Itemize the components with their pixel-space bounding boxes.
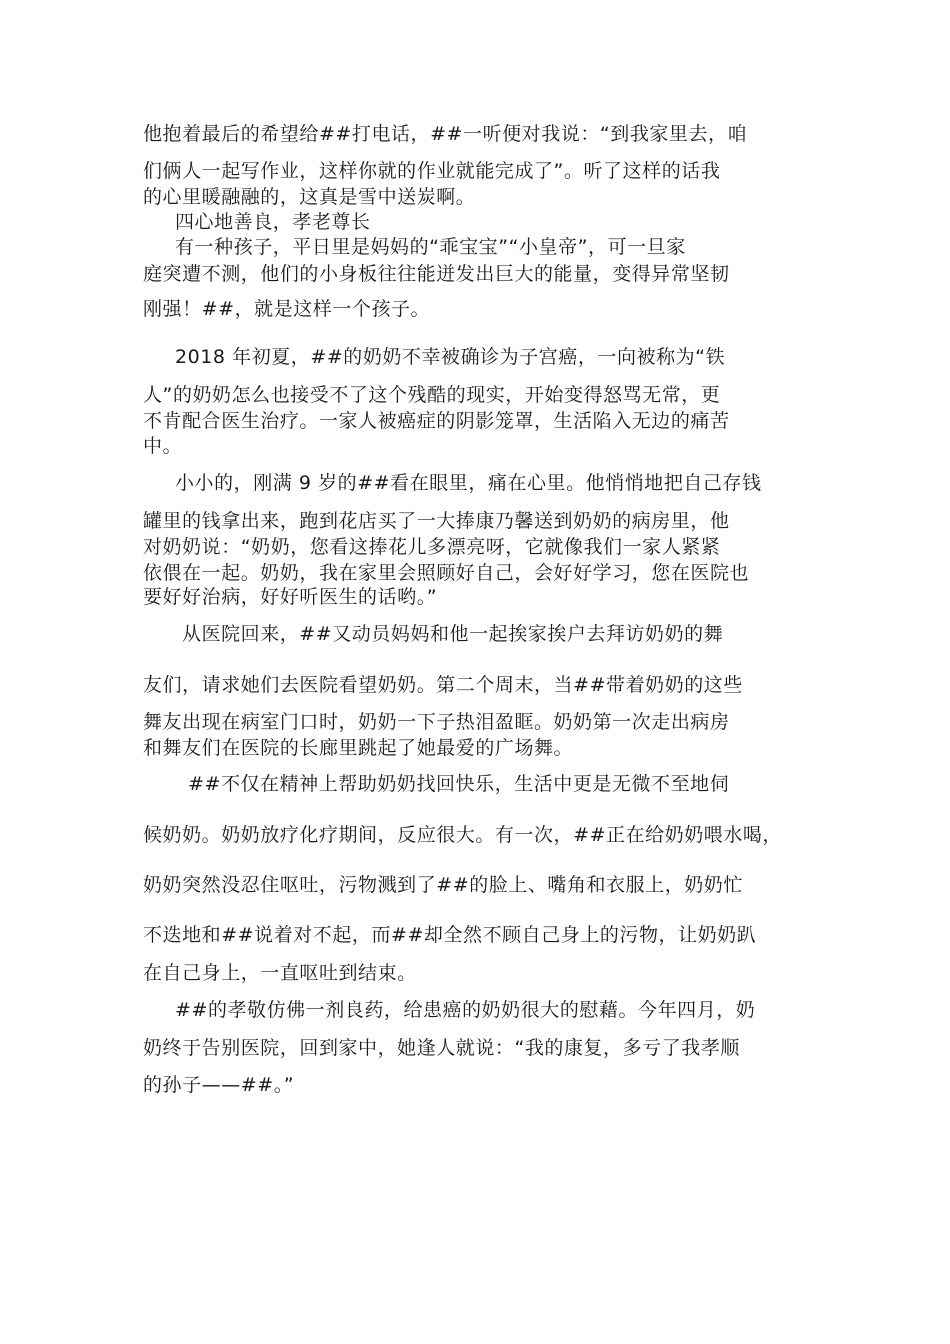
text-line: 中。 — [143, 435, 183, 457]
text-line: 候奶奶。奶奶放疗化疗期间，反应很大。有一次，##正在给奶奶喂水喝， — [143, 824, 782, 846]
text-line: 刚强！##，就是这样一个孩子。 — [143, 298, 431, 320]
text-line: 对奶奶说：“奶奶，您看这捧花儿多漂亮呀，它就像我们一家人紧紧 — [143, 536, 721, 558]
text-line: 舞友出现在病室门口时，奶奶一下子热泪盈眶。奶奶第一次走出病房 — [143, 711, 730, 733]
text-line: 小小的，刚满 9 岁的##看在眼里，痛在心里。他悄悄地把自己存钱 — [175, 472, 762, 494]
text-line: 2018 年初夏，##的奶奶不幸被确诊为子宫癌，一向被称为“铁 — [175, 346, 726, 368]
text-line: 和舞友们在医院的长廊里跳起了她最爱的广场舞。 — [143, 737, 574, 759]
text-line: 的心里暖融融的，这真是雪中送炭啊。 — [143, 186, 476, 208]
text-line: 的孙子——##。” — [143, 1074, 295, 1096]
text-line: ##的孝敬仿佛一剂良药，给患癌的奶奶很大的慰藉。今年四月，奶 — [175, 999, 756, 1021]
text-line: 他抱着最后的希望给##打电话，##一听便对我说：“到我家里去，咱 — [143, 123, 748, 145]
text-line: 人”的奶奶怎么也接受不了这个残酷的现实，开始变得怒骂无常，更 — [143, 384, 721, 406]
text-line: 有一种孩子，平日里是妈妈的“乖宝宝”“小皇帝”，可一旦家 — [175, 236, 686, 258]
text-line: 从医院回来，##又动员妈妈和他一起挨家挨户去拜访奶奶的舞 — [182, 623, 724, 645]
text-line: 要好好治病，好好听医生的话哟。” — [143, 586, 438, 608]
text-line: 们俩人一起写作业，这样你就的作业就能完成了”。听了这样的话我 — [143, 160, 721, 182]
text-line: 友们，请求她们去医院看望奶奶。第二个周末，当##带着奶奶的这些 — [143, 674, 743, 696]
text-line: 奶终于告别医院，回到家中，她逢人就说：“我的康复，多亏了我孝顺 — [143, 1037, 740, 1059]
text-line: ##不仅在精神上帮助奶奶找回快乐，生活中更是无微不至地伺 — [188, 773, 730, 795]
text-line: 不迭地和##说着对不起，而##却全然不顾自己身上的污物，让奶奶趴 — [143, 924, 757, 946]
text-line: 依偎在一起。奶奶，我在家里会照顾好自己，会好好学习，您在医院也 — [143, 562, 750, 584]
text-line: 不肯配合医生治疗。一家人被癌症的阴影笼罩，生活陷入无边的痛苦 — [143, 410, 730, 432]
section-heading: 四心地善良，孝老尊长 — [175, 211, 371, 233]
text-line: 罐里的钱拿出来，跑到花店买了一大捧康乃馨送到奶奶的病房里，他 — [143, 510, 730, 532]
text-line: 奶奶突然没忍住呕吐，污物溅到了##的脸上、嘴角和衣服上，奶奶忙 — [143, 874, 743, 896]
text-line: 在自己身上，一直呕吐到结束。 — [143, 962, 417, 984]
text-line: 庭突遭不测，他们的小身板往往能迸发出巨大的能量，变得异常坚韧 — [143, 263, 730, 285]
